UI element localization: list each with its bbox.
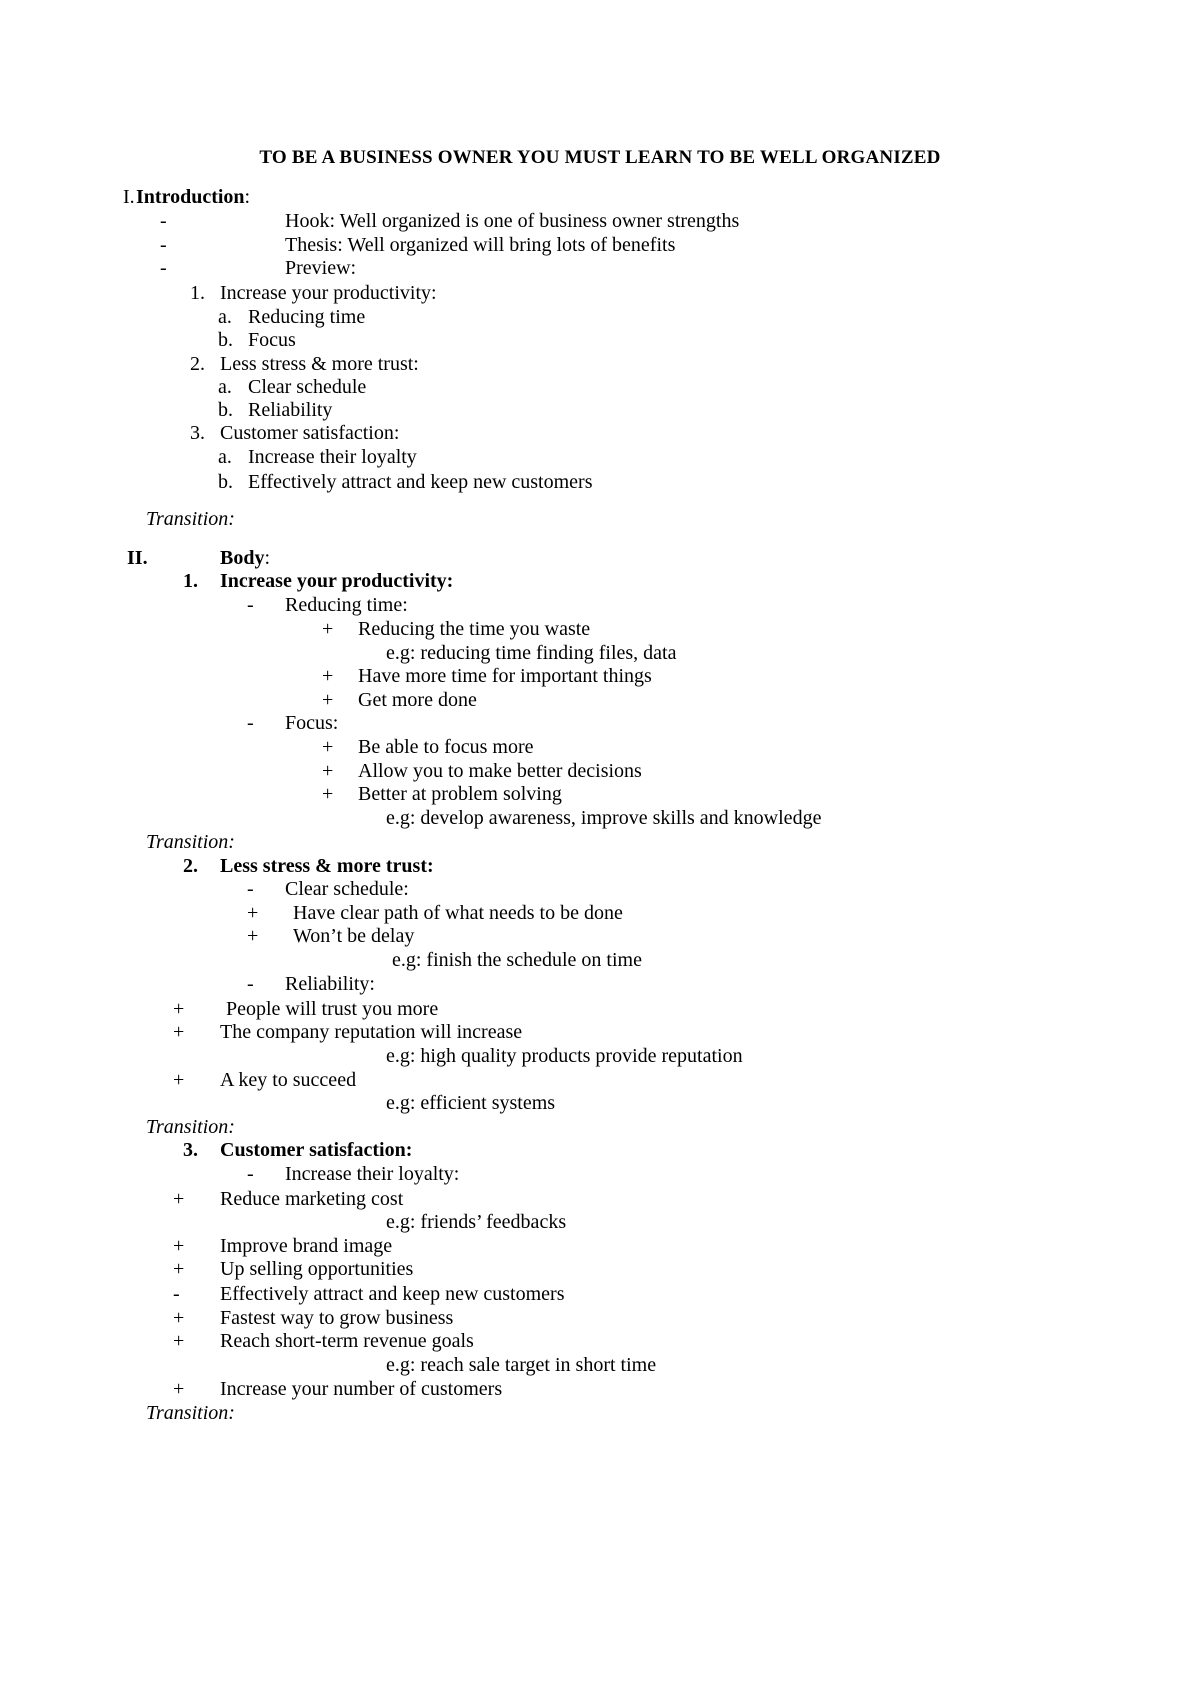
outline-text: Be able to focus more	[358, 736, 534, 758]
outline-marker: +	[173, 998, 185, 1020]
outline-text: Increase your productivity:	[220, 282, 437, 304]
outline-marker: I.	[123, 186, 135, 208]
outline-text: e.g: friends’ feedbacks	[386, 1211, 567, 1233]
outline-text: Preview:	[285, 257, 357, 279]
outline-marker: a.	[218, 376, 232, 398]
outline-marker: b.	[218, 329, 233, 351]
outline-text: Fastest way to grow business	[220, 1307, 454, 1329]
transition-label: Transition:	[146, 831, 235, 853]
outline-marker: 2.	[183, 855, 198, 877]
outline-text: Increase your number of customers	[220, 1378, 503, 1400]
outline-marker: -	[173, 1283, 180, 1305]
outline-marker: +	[247, 902, 259, 924]
outline-text: Reducing time:	[285, 594, 408, 616]
outline-text: Reduce marketing cost	[220, 1188, 404, 1210]
outline-marker: a.	[218, 306, 232, 328]
outline-marker: b.	[218, 471, 233, 493]
outline-marker: -	[247, 712, 254, 734]
outline-text: Reducing the time you waste	[358, 618, 591, 640]
outline-text: Have more time for important things	[358, 665, 652, 687]
outline-text: Focus	[248, 329, 296, 351]
outline-marker: a.	[218, 446, 232, 468]
outline-marker: +	[173, 1307, 185, 1329]
outline-text: Customer satisfaction:	[220, 1139, 413, 1161]
outline-marker: +	[173, 1188, 185, 1210]
outline-marker: +	[322, 618, 334, 640]
outline-text: Up selling opportunities	[220, 1258, 414, 1280]
transition-label: Transition:	[146, 1402, 235, 1424]
outline-text: e.g: reach sale target in short time	[386, 1354, 657, 1376]
outline-text: Get more done	[358, 689, 477, 711]
outline-marker: +	[322, 736, 334, 758]
outline-marker: -	[247, 973, 254, 995]
outline-marker: +	[173, 1378, 185, 1400]
outline-marker: +	[173, 1069, 185, 1091]
outline-text: Reducing time	[248, 306, 366, 328]
outline-text: Reliability	[248, 399, 333, 421]
outline-marker: 3.	[183, 1139, 198, 1161]
outline-marker: +	[173, 1258, 185, 1280]
outline-text: Improve brand image	[220, 1235, 393, 1257]
outline-text: e.g: reducing time finding files, data	[386, 642, 677, 664]
outline-suffix: :	[264, 547, 271, 569]
outline-text: Increase your productivity:	[220, 570, 454, 592]
outline-text: Effectively attract and keep new customers	[248, 471, 593, 493]
outline-marker: +	[247, 925, 259, 947]
outline-marker: -	[247, 594, 254, 616]
outline-text: Allow you to make better decisions	[358, 760, 642, 782]
outline-text: Body	[220, 547, 265, 569]
outline-text: Clear schedule	[248, 376, 367, 398]
outline-marker: -	[247, 1163, 254, 1185]
outline-text: Have clear path of what needs to be done	[293, 902, 623, 924]
outline-text: Less stress & more trust:	[220, 353, 419, 375]
outline-marker: +	[322, 665, 334, 687]
outline-marker: -	[247, 878, 254, 900]
document-title: TO BE A BUSINESS OWNER YOU MUST LEARN TO BE WELL ORGANIZED	[259, 147, 941, 168]
outline-text: Customer satisfaction:	[220, 422, 400, 444]
outline-text: e.g: finish the schedule on time	[392, 949, 642, 971]
outline-text: Won’t be delay	[293, 925, 415, 947]
outline-text: Better at problem solving	[358, 783, 562, 805]
outline-text: People will trust you more	[226, 998, 439, 1020]
outline-text: e.g: develop awareness, improve skills and knowledge	[386, 807, 822, 829]
transition-label: Transition:	[146, 508, 235, 530]
outline-marker: +	[173, 1330, 185, 1352]
outline-text: Less stress & more trust:	[220, 855, 434, 877]
outline-marker: -	[160, 234, 167, 256]
outline-text: Effectively attract and keep new customers	[220, 1283, 565, 1305]
outline-marker: II.	[127, 547, 148, 569]
outline-text: Focus:	[285, 712, 339, 734]
outline-text: e.g: high quality products provide reputation	[386, 1045, 743, 1067]
transition-label: Transition:	[146, 1116, 235, 1138]
outline-marker: -	[160, 257, 167, 279]
outline-text: Introduction	[136, 186, 245, 208]
outline-text: Reliability:	[285, 973, 375, 995]
outline-marker: +	[322, 783, 334, 805]
outline-marker: +	[322, 760, 334, 782]
outline-marker: 3.	[190, 422, 205, 444]
outline-text: Reach short-term revenue goals	[220, 1330, 474, 1352]
outline-marker: 1.	[183, 570, 198, 592]
outline-text: A key to succeed	[220, 1069, 357, 1091]
outline-marker: -	[160, 210, 167, 232]
outline-marker: +	[173, 1021, 185, 1043]
outline-marker: b.	[218, 399, 233, 421]
outline-text: Increase their loyalty:	[285, 1163, 460, 1185]
outline-text: The company reputation will increase	[220, 1021, 523, 1043]
outline-text: Clear schedule:	[285, 878, 409, 900]
outline-text: Increase their loyalty	[248, 446, 417, 468]
outline-text: e.g: efficient systems	[386, 1092, 556, 1114]
outline-marker: +	[173, 1235, 185, 1257]
outline-text: Hook: Well organized is one of business owner strengths	[285, 210, 740, 232]
outline-marker: 2.	[190, 353, 205, 375]
outline-text: Thesis: Well organized will bring lots of benefits	[285, 234, 676, 256]
outline-marker: +	[322, 689, 334, 711]
outline-marker: 1.	[190, 282, 205, 304]
outline-suffix: :	[244, 186, 251, 208]
